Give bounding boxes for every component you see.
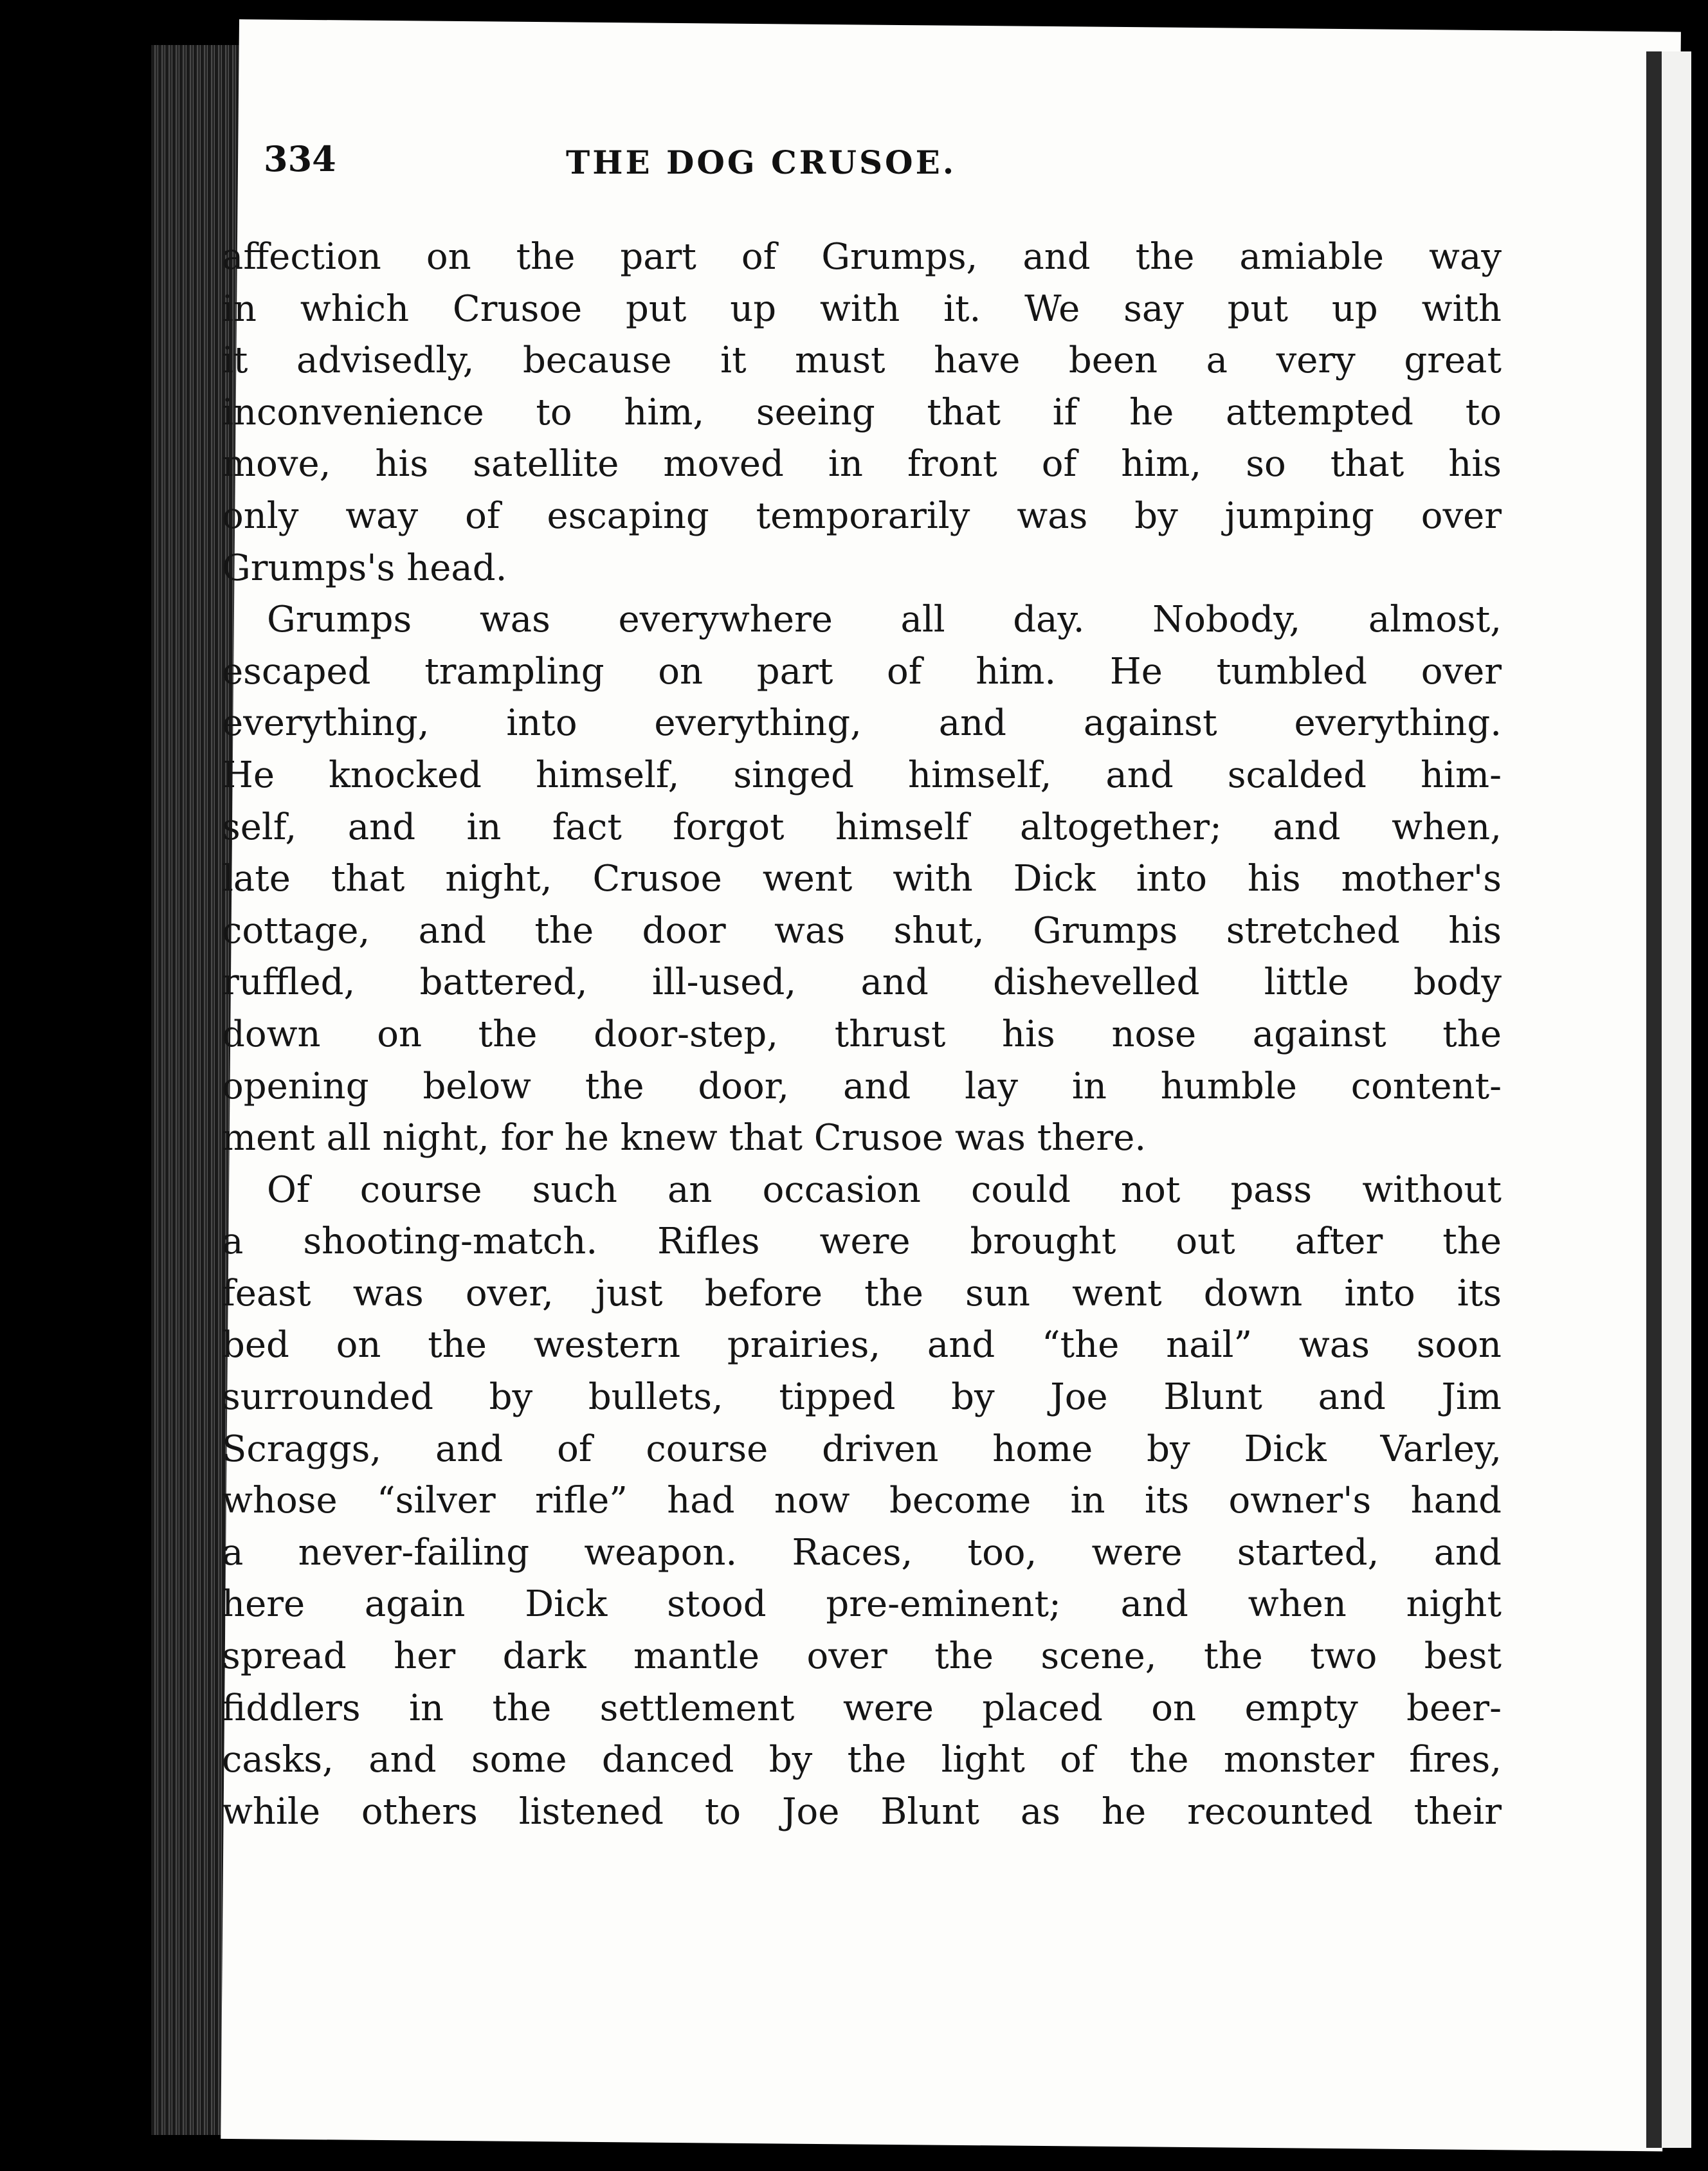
text-line: feast was over, just before the sun went down into its: [222, 1272, 1502, 1314]
text-line: escaped trampling on part of him. He tumbled over: [222, 650, 1502, 693]
text-line: whose “silver rifle” had now become in its owner's hand: [222, 1480, 1502, 1522]
text-line: affection on the part of Grumps, and the amiable way: [222, 236, 1502, 278]
text-line: cottage, and the door was shut, Grumps stretched his: [222, 909, 1502, 952]
text-line: He knocked himself, singed himself, and scalded him-: [222, 754, 1502, 796]
text-line: it advisedly, because it must have been a very great: [222, 340, 1502, 382]
text-line: in which Crusoe put up with it. We say put up with: [222, 287, 1502, 330]
text-line: move, his satellite moved in front of him, so that his: [222, 443, 1502, 486]
facing-page-edge: [1646, 51, 1691, 2148]
text-line: only way of escaping temporarily was by jumping over: [222, 495, 1502, 537]
text-line: a never-failing weapon. Races, too, were started, and: [222, 1531, 1502, 1574]
page-header: [264, 138, 1260, 190]
text-line: ment all night, for he knew that Crusoe was there.: [222, 1117, 1147, 1159]
page-number: 334: [264, 138, 336, 179]
text-line: self, and in fact forgot himself altogether; and when,: [222, 806, 1502, 848]
text-line: here again Dick stood pre-eminent; and when night: [222, 1583, 1502, 1626]
text-line: ruffled, battered, ill-used, and dishevelled little body: [222, 961, 1502, 1004]
text-line: inconvenience to him, seeing that if he attempted to: [222, 391, 1502, 433]
text-line: opening below the door, and lay in humble content-: [222, 1065, 1502, 1107]
text-line: Of course such an occasion could not pass without: [267, 1168, 1502, 1211]
text-line: a shooting-match. Rifles were brought out after the: [222, 1221, 1502, 1263]
text-line: everything, into everything, and against everything.: [222, 702, 1502, 745]
text-line: bed on the western prairies, and “the nail” was soon: [222, 1324, 1502, 1367]
text-line: down on the door-step, thrust his nose against the: [222, 1013, 1502, 1055]
running-title: THE DOG CRUSOE.: [566, 143, 957, 181]
text-line: Grumps's head.: [222, 547, 507, 589]
text-line: while others listened to Joe Blunt as he recounted their: [222, 1790, 1502, 1833]
text-line: surrounded by bullets, tipped by Joe Blunt and Jim: [222, 1376, 1502, 1419]
text-line: Scraggs, and of course driven home by Dick Varley,: [222, 1428, 1502, 1470]
text-line: Grumps was everywhere all day. Nobody, almost,: [267, 599, 1502, 641]
text-line: casks, and some danced by the light of the monster fires,: [222, 1739, 1502, 1781]
body-text: [222, 232, 1502, 1838]
text-line: spread her dark mantle over the scene, the two best: [222, 1635, 1502, 1678]
text-line: late that night, Crusoe went with Dick into his mother's: [222, 858, 1502, 900]
text-line: fiddlers in the settlement were placed on empty beer-: [222, 1687, 1502, 1729]
